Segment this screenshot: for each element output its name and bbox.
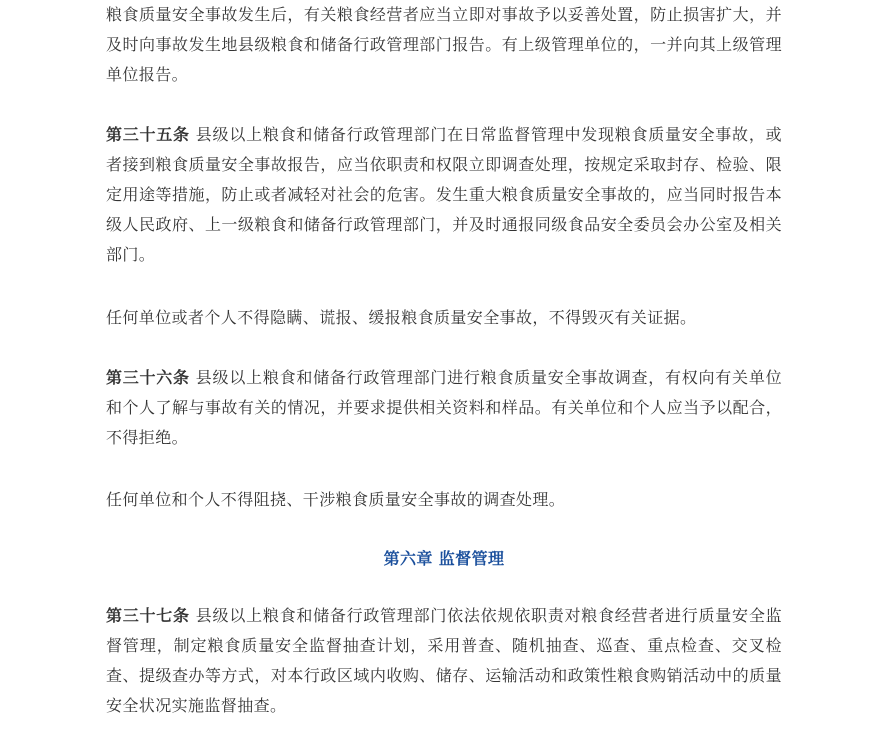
paragraph-no-obstruction: [106, 485, 782, 515]
article-number: 第三十五条: [106, 125, 190, 144]
paragraph-no-concealment: [106, 303, 782, 333]
article-number: 第三十七条: [106, 606, 190, 625]
article-text: 县级以上粮食和储备行政管理部门依法依规依职责对粮食经营者进行质量安全监督管理，制定粮食质量安全监督抽查计划，采用普查、随机抽查、巡查、重点检查、交叉检查、提级查办等方式，对本行政区域内收购、储存、运输活动和政策性粮食购销活动中的质量安全状况实施监督抽查。: [106, 606, 782, 715]
paragraph-text: 粮食质量安全事故发生后，有关粮食经营者应当立即对事故予以妥善处置，防止损害扩大，并及时向事故发生地县级粮食和储备行政管理部门报告。有上级管理单位的，一并向其上级管理单位报告。: [106, 5, 782, 84]
chapter-heading: 第六章 监督管理: [383, 549, 505, 568]
article-35: [106, 120, 782, 270]
paragraph-accident-handling: [106, 0, 782, 90]
paragraph-text: 任何单位和个人不得阻挠、干涉粮食质量安全事故的调查处理。: [106, 490, 566, 509]
article-36: [106, 363, 782, 453]
article-text: 县级以上粮食和储备行政管理部门进行粮食质量安全事故调查，有权向有关单位和个人了解与事故有关的情况，并要求提供相关资料和样品。有关单位和个人应当予以配合，不得拒绝。: [106, 368, 782, 447]
article-number: 第三十六条: [106, 368, 190, 387]
paragraph-text: 任何单位或者个人不得隐瞒、谎报、缓报粮食质量安全事故，不得毁灭有关证据。: [106, 308, 697, 327]
article-text: 县级以上粮食和储备行政管理部门在日常监督管理中发现粮食质量安全事故，或者接到粮食质量安全事故报告，应当依职责和权限立即调查处理，按规定采取封存、检验、限定用途等措施，防止或者减轻对社会的危害。发生重大粮食质量安全事故的，应当同时报告本级人民政府、上一级粮食和储备行政管理部门，并及时通报同级食品安全委员会办公室及相关部门。: [106, 125, 782, 264]
article-37: [106, 601, 782, 721]
